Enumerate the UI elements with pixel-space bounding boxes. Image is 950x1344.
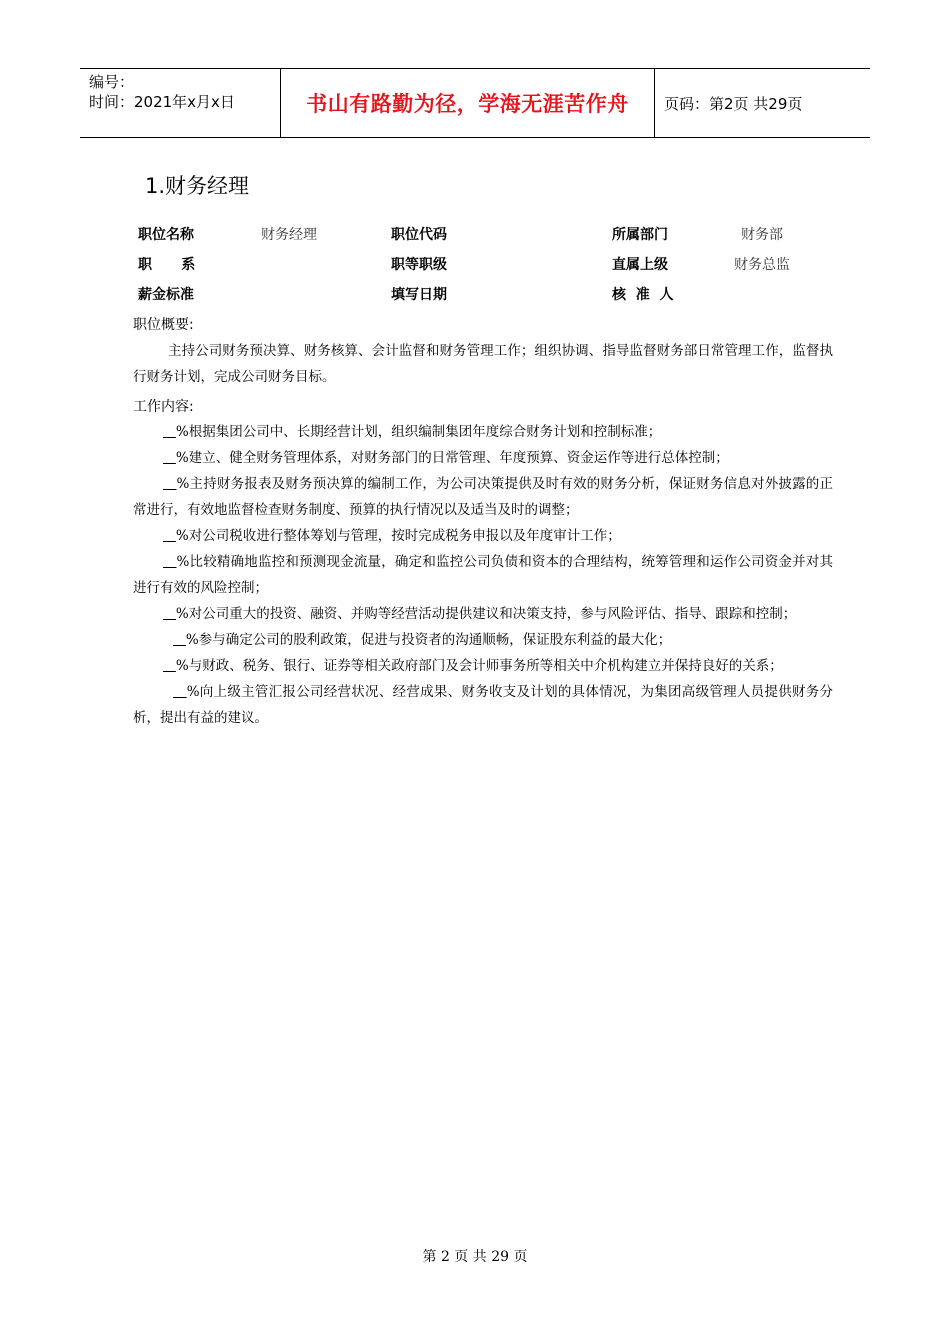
header-page-cell (655, 69, 870, 137)
summary-text: 主持公司财务预决算、财务核算、会计监督和财务管理工作；组织协调、指导监督财务部日常管理工作，监督执行财务计划，完成公司财务目标。 (133, 343, 833, 385)
value-department: 财务部 (741, 227, 783, 243)
blank-line-mark (163, 658, 176, 674)
blank-line-mark (163, 554, 176, 570)
header-table (80, 68, 870, 138)
blank-line-mark (173, 632, 186, 648)
summary-heading: 职位概要: (133, 317, 194, 333)
section-title: 1.财务经理 (145, 174, 250, 198)
blank-line-mark (163, 606, 176, 622)
duty-item (133, 445, 833, 471)
label-job-family: 职 系 (138, 257, 196, 273)
time-label: 时间：2021年x月x日 (89, 93, 235, 111)
duty-text: %向上级主管汇报公司经营状况、经营成果、财务收支及计划的具体情况，为集团高级管理人员提供财务分析，提出有益的建议。 (133, 684, 834, 726)
duty-text: %与财政、税务、银行、证券等相关政府部门及会计师事务所等相关中介机构建立并保持良好的关系； (175, 658, 783, 674)
motto: 书山有路勤为径，学海无涯苦作舟 (306, 92, 629, 116)
duty-item (133, 419, 833, 445)
duty-text: %比较精确地监控和预测现金流量，确定和监控公司负债和资本的合理结构，统筹管理和运作公司资金并对其进行有效的风险控制； (133, 554, 834, 596)
blank-line-mark (163, 424, 176, 440)
blank-line-mark (163, 476, 176, 492)
info-row-2 (138, 254, 838, 274)
label-position-name: 职位名称 (138, 227, 194, 243)
label-fill-date: 填写日期 (391, 287, 447, 303)
header-meta (80, 69, 281, 137)
value-supervisor: 财务总监 (734, 257, 790, 273)
duty-item (133, 549, 833, 601)
duty-item (133, 601, 833, 627)
label-salary: 薪金标准 (138, 287, 194, 303)
duties-list (133, 419, 833, 731)
label-department: 所属部门 (612, 227, 668, 243)
number-label: 编号： (89, 73, 135, 91)
label-approver: 核 准 人 (612, 287, 674, 303)
page-label: 页码：第2页 共29页 (664, 94, 803, 113)
duty-text: %主持财务报表及财务预决算的编制工作，为公司决策提供及时有效的财务分析，保证财务信息对外披露的正常进行，有效地监督检查财务制度、预算的执行情况以及适当及时的调整； (133, 476, 834, 518)
duty-text: %根据集团公司中、长期经营计划，组织编制集团年度综合财务计划和控制标准； (175, 424, 662, 440)
duty-item (133, 653, 833, 679)
duty-text: %对公司税收进行整体筹划与管理，按时完成税务申报以及年度审计工作； (175, 528, 621, 544)
duty-text: %对公司重大的投资、融资、并购等经营活动提供建议和决策支持，参与风险评估、指导、跟踪和控制； (175, 606, 797, 622)
info-row-1 (138, 224, 838, 244)
label-supervisor: 直属上级 (612, 257, 668, 273)
value-position-name: 财务经理 (261, 227, 317, 243)
label-grade: 职等职级 (391, 257, 447, 273)
page-footer: 第 2 页 共 29 页 (422, 1249, 528, 1265)
duties-heading: 工作内容: (133, 399, 194, 415)
duty-item (133, 471, 833, 523)
info-row-3 (138, 284, 838, 304)
label-position-code: 职位代码 (391, 227, 447, 243)
duty-text: %参与确定公司的股利政策，促进与投资者的沟通顺畅，保证股东利益的最大化； (185, 632, 672, 648)
blank-line-mark (163, 450, 176, 466)
header-motto-cell (281, 69, 655, 137)
duty-item (133, 679, 833, 731)
duty-text: %建立、健全财务管理体系，对财务部门的日常管理、年度预算、资金运作等进行总体控制； (175, 450, 729, 466)
blank-line-mark (173, 684, 187, 700)
blank-line-mark (163, 528, 176, 544)
duty-item (133, 627, 833, 653)
duty-item (133, 523, 833, 549)
